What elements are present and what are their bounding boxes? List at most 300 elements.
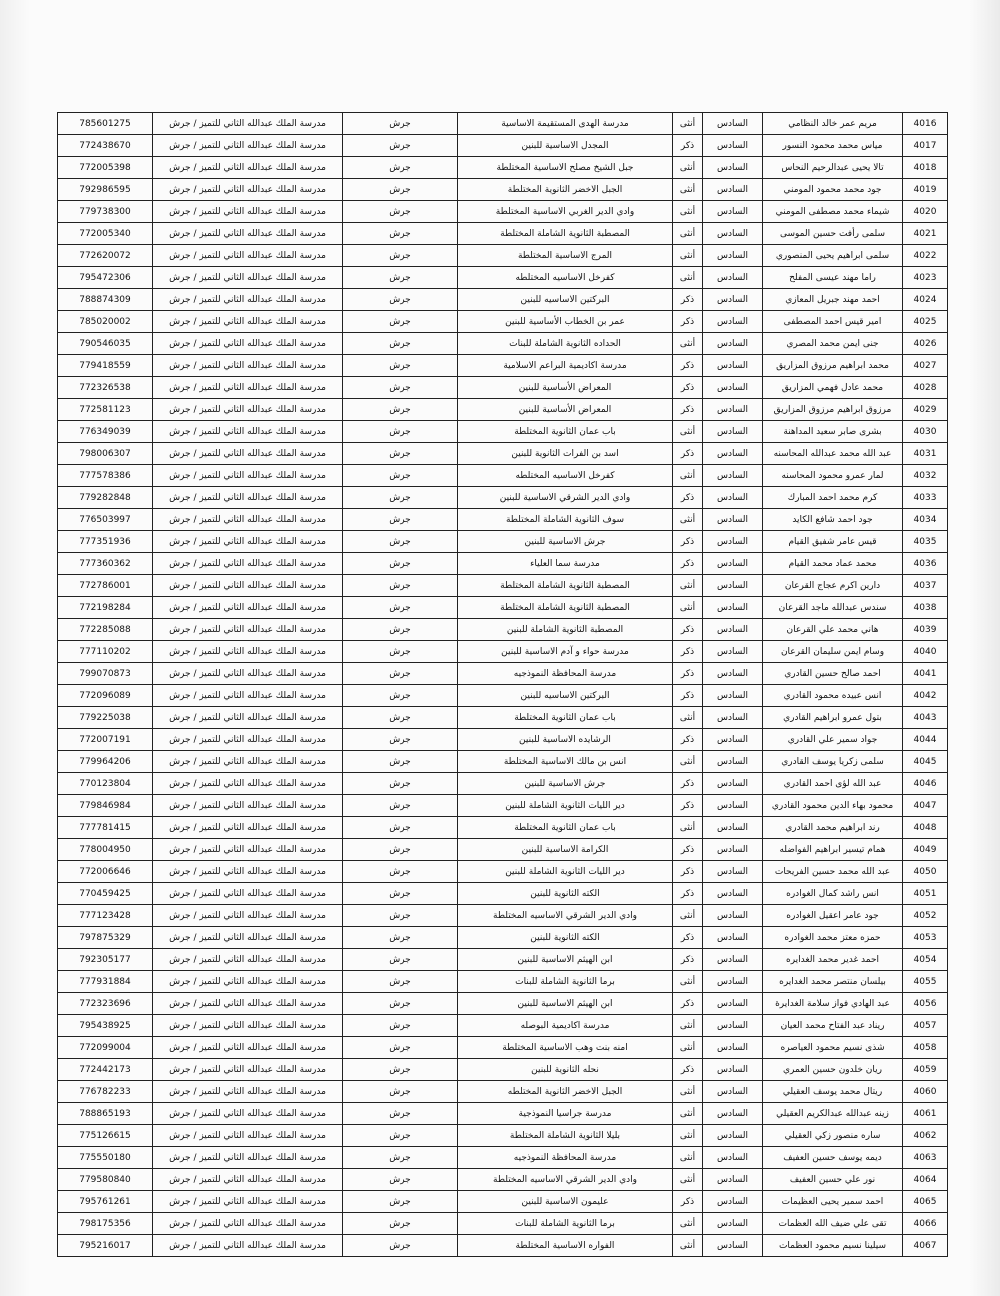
student-name-cell: محمد عادل فهمي المزاريق <box>763 377 903 399</box>
student-number-cell: 4026 <box>903 333 948 355</box>
grade-cell: السادس <box>703 685 763 707</box>
exam-center-cell: مدرسة الملك عبدالله الثاني للتميز / جرش <box>153 619 343 641</box>
exam-center-cell: مدرسة الملك عبدالله الثاني للتميز / جرش <box>153 817 343 839</box>
table-row <box>58 729 948 751</box>
exam-center-cell: مدرسة الملك عبدالله الثاني للتميز / جرش <box>153 1081 343 1103</box>
directorate-cell: جرش <box>343 245 458 267</box>
phone-cell: 772442173 <box>58 1059 153 1081</box>
grade-cell: السادس <box>703 267 763 289</box>
student-name-cell: زينه عبدالله عبدالكريم العقيلي <box>763 1103 903 1125</box>
gender-cell: أنثى <box>673 179 703 201</box>
grade-cell: السادس <box>703 399 763 421</box>
table-row <box>58 553 948 575</box>
student-number-cell: 4042 <box>903 685 948 707</box>
student-number-cell: 4022 <box>903 245 948 267</box>
exam-center-cell: مدرسة الملك عبدالله الثاني للتميز / جرش <box>153 1103 343 1125</box>
grade-cell: السادس <box>703 113 763 135</box>
exam-center-cell: مدرسة الملك عبدالله الثاني للتميز / جرش <box>153 509 343 531</box>
exam-center-cell: مدرسة الملك عبدالله الثاني للتميز / جرش <box>153 685 343 707</box>
table-row <box>58 1059 948 1081</box>
student-number-cell: 4048 <box>903 817 948 839</box>
grade-cell: السادس <box>703 971 763 993</box>
school-cell: المصطبة الثانوية الشاملة المختلطة <box>458 575 673 597</box>
student-name-cell: احمد صالح حسين القادري <box>763 663 903 685</box>
table-row <box>58 795 948 817</box>
exam-center-cell: مدرسة الملك عبدالله الثاني للتميز / جرش <box>153 1125 343 1147</box>
exam-center-cell: مدرسة الملك عبدالله الثاني للتميز / جرش <box>153 1169 343 1191</box>
student-number-cell: 4016 <box>903 113 948 135</box>
exam-center-cell: مدرسة الملك عبدالله الثاني للتميز / جرش <box>153 113 343 135</box>
gender-cell: ذكر <box>673 663 703 685</box>
school-cell: الفواره الاساسية المختلطة <box>458 1235 673 1257</box>
gender-cell: ذكر <box>673 289 703 311</box>
school-cell: بليلا الثانوية الشاملة المختلطة <box>458 1125 673 1147</box>
school-cell: امنه بنت وهب الاساسية المختلطة <box>458 1037 673 1059</box>
gender-cell: أنثى <box>673 201 703 223</box>
grade-cell: السادس <box>703 157 763 179</box>
phone-cell: 792986595 <box>58 179 153 201</box>
table-row <box>58 883 948 905</box>
student-name-cell: وسام ايمن سليمان القرعان <box>763 641 903 663</box>
grade-cell: السادس <box>703 663 763 685</box>
school-cell: المصطبة الثانوية الشاملة المختلطة <box>458 223 673 245</box>
student-name-cell: محمد ابراهيم مرزوق المزاريق <box>763 355 903 377</box>
directorate-cell: جرش <box>343 223 458 245</box>
student-name-cell: جواد سمير علي القادري <box>763 729 903 751</box>
table-row <box>58 927 948 949</box>
student-number-cell: 4031 <box>903 443 948 465</box>
school-cell: كفرخل الاساسيه المختلطه <box>458 465 673 487</box>
phone-cell: 799070873 <box>58 663 153 685</box>
student-name-cell: جود احمد شافع الكايد <box>763 509 903 531</box>
directorate-cell: جرش <box>343 1059 458 1081</box>
student-number-cell: 4046 <box>903 773 948 795</box>
table-row <box>58 839 948 861</box>
directorate-cell: جرش <box>343 1037 458 1059</box>
table-row <box>58 971 948 993</box>
table-row <box>58 619 948 641</box>
directorate-cell: جرش <box>343 487 458 509</box>
school-cell: مدرسة اكاديمية البوصله <box>458 1015 673 1037</box>
grade-cell: السادس <box>703 1191 763 1213</box>
table-row <box>58 355 948 377</box>
directorate-cell: جرش <box>343 421 458 443</box>
school-cell: مدرسة سما العلياء <box>458 553 673 575</box>
student-number-cell: 4051 <box>903 883 948 905</box>
exam-center-cell: مدرسة الملك عبدالله الثاني للتميز / جرش <box>153 245 343 267</box>
student-name-cell: همام تيسير ابراهيم الفواضله <box>763 839 903 861</box>
exam-center-cell: مدرسة الملك عبدالله الثاني للتميز / جرش <box>153 311 343 333</box>
student-number-cell: 4055 <box>903 971 948 993</box>
exam-center-cell: مدرسة الملك عبدالله الثاني للتميز / جرش <box>153 905 343 927</box>
exam-center-cell: مدرسة الملك عبدالله الثاني للتميز / جرش <box>153 355 343 377</box>
gender-cell: ذكر <box>673 1191 703 1213</box>
directorate-cell: جرش <box>343 773 458 795</box>
table-row <box>58 1103 948 1125</box>
directorate-cell: جرش <box>343 751 458 773</box>
gender-cell: ذكر <box>673 993 703 1015</box>
grade-cell: السادس <box>703 795 763 817</box>
school-cell: برما الثانوية الشاملة للبنات <box>458 971 673 993</box>
school-cell: برما الثانوية الشاملة للبنات <box>458 1213 673 1235</box>
school-cell: مدرسة المحافظة النموذجيه <box>458 1147 673 1169</box>
student-number-cell: 4043 <box>903 707 948 729</box>
grade-cell: السادس <box>703 905 763 927</box>
exam-center-cell: مدرسة الملك عبدالله الثاني للتميز / جرش <box>153 135 343 157</box>
table-row <box>58 267 948 289</box>
table-row <box>58 531 948 553</box>
gender-cell: أنثى <box>673 421 703 443</box>
table-row <box>58 135 948 157</box>
exam-center-cell: مدرسة الملك عبدالله الثاني للتميز / جرش <box>153 443 343 465</box>
table-row <box>58 157 948 179</box>
gender-cell: أنثى <box>673 751 703 773</box>
gender-cell: أنثى <box>673 575 703 597</box>
grade-cell: السادس <box>703 487 763 509</box>
table-row <box>58 113 948 135</box>
exam-center-cell: مدرسة الملك عبدالله الثاني للتميز / جرش <box>153 553 343 575</box>
table-row <box>58 949 948 971</box>
school-cell: اسد بن الفرات الثانوية للبنين <box>458 443 673 465</box>
directorate-cell: جرش <box>343 1081 458 1103</box>
student-name-cell: عبد الله محمد عبدالله المحاسنه <box>763 443 903 465</box>
school-cell: الجبل الاخضر الثانوية المختلطة <box>458 179 673 201</box>
student-name-cell: حمزه معتز محمد الغوادره <box>763 927 903 949</box>
table-row <box>58 685 948 707</box>
phone-cell: 779846984 <box>58 795 153 817</box>
table-row <box>58 421 948 443</box>
grade-cell: السادس <box>703 1125 763 1147</box>
grade-cell: السادس <box>703 443 763 465</box>
phone-cell: 777351936 <box>58 531 153 553</box>
student-number-cell: 4060 <box>903 1081 948 1103</box>
exam-center-cell: مدرسة الملك عبدالله الثاني للتميز / جرش <box>153 157 343 179</box>
exam-center-cell: مدرسة الملك عبدالله الثاني للتميز / جرش <box>153 949 343 971</box>
phone-cell: 785601275 <box>58 113 153 135</box>
school-cell: جبل الشيخ مصلح الاساسية المختلطة <box>458 157 673 179</box>
school-cell: سوف الثانوية الشاملة المختلطة <box>458 509 673 531</box>
grade-cell: السادس <box>703 1059 763 1081</box>
school-cell: الحداده الثانوية الشاملة للبنات <box>458 333 673 355</box>
gender-cell: ذكر <box>673 949 703 971</box>
gender-cell: ذكر <box>673 1059 703 1081</box>
directorate-cell: جرش <box>343 883 458 905</box>
exam-center-cell: مدرسة الملك عبدالله الثاني للتميز / جرش <box>153 531 343 553</box>
table-row <box>58 465 948 487</box>
grade-cell: السادس <box>703 993 763 1015</box>
grade-cell: السادس <box>703 817 763 839</box>
gender-cell: أنثى <box>673 597 703 619</box>
directorate-cell: جرش <box>343 597 458 619</box>
student-name-cell: ريتال محمد يوسف العقيلي <box>763 1081 903 1103</box>
student-number-cell: 4023 <box>903 267 948 289</box>
school-cell: البركتين الاساسيه للبنين <box>458 685 673 707</box>
school-cell: مدرسة اكاديمية البراعم الاسلامية <box>458 355 673 377</box>
exam-center-cell: مدرسة الملك عبدالله الثاني للتميز / جرش <box>153 883 343 905</box>
directorate-cell: جرش <box>343 531 458 553</box>
phone-cell: 779418559 <box>58 355 153 377</box>
phone-cell: 779738300 <box>58 201 153 223</box>
grade-cell: السادس <box>703 949 763 971</box>
phone-cell: 795761261 <box>58 1191 153 1213</box>
phone-cell: 797875329 <box>58 927 153 949</box>
roster-body <box>58 113 948 1257</box>
student-name-cell: بتول عمرو ابراهيم القادري <box>763 707 903 729</box>
student-name-cell: قيس عامر شفيق القيام <box>763 531 903 553</box>
gender-cell: ذكر <box>673 399 703 421</box>
student-number-cell: 4017 <box>903 135 948 157</box>
school-cell: دير الليات الثانوية الشاملة للبنين <box>458 861 673 883</box>
gender-cell: أنثى <box>673 1147 703 1169</box>
directorate-cell: جرش <box>343 443 458 465</box>
grade-cell: السادس <box>703 509 763 531</box>
exam-center-cell: مدرسة الملك عبدالله الثاني للتميز / جرش <box>153 993 343 1015</box>
grade-cell: السادس <box>703 355 763 377</box>
school-cell: مدرسة المحافظة النموذجيه <box>458 663 673 685</box>
phone-cell: 776503997 <box>58 509 153 531</box>
phone-cell: 770123804 <box>58 773 153 795</box>
student-name-cell: دارين اكرم عجاج القرعان <box>763 575 903 597</box>
directorate-cell: جرش <box>343 311 458 333</box>
student-number-cell: 4035 <box>903 531 948 553</box>
grade-cell: السادس <box>703 773 763 795</box>
directorate-cell: جرش <box>343 377 458 399</box>
grade-cell: السادس <box>703 333 763 355</box>
school-cell: باب عمان الثانوية المختلطة <box>458 707 673 729</box>
school-cell: وادي الدير الشرقي الاساسيه المختلطة <box>458 1169 673 1191</box>
student-number-cell: 4030 <box>903 421 948 443</box>
school-cell: انس بن مالك الاساسية المختلطة <box>458 751 673 773</box>
table-row <box>58 377 948 399</box>
table-row <box>58 1081 948 1103</box>
directorate-cell: جرش <box>343 795 458 817</box>
phone-cell: 777931884 <box>58 971 153 993</box>
school-cell: المجدل الاساسية للبنين <box>458 135 673 157</box>
school-cell: عمر بن الخطاب الأساسية للبنين <box>458 311 673 333</box>
school-cell: وادي الدير الشرقي الاساسيه المختلطة <box>458 905 673 927</box>
student-name-cell: سلمى زكريا يوسف القادري <box>763 751 903 773</box>
exam-center-cell: مدرسة الملك عبدالله الثاني للتميز / جرش <box>153 399 343 421</box>
grade-cell: السادس <box>703 421 763 443</box>
student-number-cell: 4052 <box>903 905 948 927</box>
phone-cell: 792305177 <box>58 949 153 971</box>
exam-center-cell: مدرسة الملك عبدالله الثاني للتميز / جرش <box>153 465 343 487</box>
gender-cell: أنثى <box>673 509 703 531</box>
student-number-cell: 4032 <box>903 465 948 487</box>
directorate-cell: جرش <box>343 553 458 575</box>
table-row <box>58 773 948 795</box>
student-name-cell: امير قيس احمد المصطفى <box>763 311 903 333</box>
student-number-cell: 4018 <box>903 157 948 179</box>
student-name-cell: جود محمد محمود المومني <box>763 179 903 201</box>
phone-cell: 772005340 <box>58 223 153 245</box>
student-name-cell: سندس عبدالله ماجد القرعان <box>763 597 903 619</box>
student-number-cell: 4039 <box>903 619 948 641</box>
exam-center-cell: مدرسة الملك عبدالله الثاني للتميز / جرش <box>153 861 343 883</box>
directorate-cell: جرش <box>343 685 458 707</box>
school-cell: باب عمان الثانوية المختلطة <box>458 817 673 839</box>
directorate-cell: جرش <box>343 1147 458 1169</box>
table-row <box>58 201 948 223</box>
gender-cell: أنثى <box>673 817 703 839</box>
grade-cell: السادس <box>703 707 763 729</box>
exam-center-cell: مدرسة الملك عبدالله الثاني للتميز / جرش <box>153 421 343 443</box>
phone-cell: 777578386 <box>58 465 153 487</box>
phone-cell: 772581123 <box>58 399 153 421</box>
directorate-cell: جرش <box>343 355 458 377</box>
student-number-cell: 4054 <box>903 949 948 971</box>
directorate-cell: جرش <box>343 333 458 355</box>
student-number-cell: 4024 <box>903 289 948 311</box>
student-number-cell: 4020 <box>903 201 948 223</box>
directorate-cell: جرش <box>343 729 458 751</box>
grade-cell: السادس <box>703 135 763 157</box>
phone-cell: 779225038 <box>58 707 153 729</box>
phone-cell: 788865193 <box>58 1103 153 1125</box>
grade-cell: السادس <box>703 861 763 883</box>
gender-cell: أنثى <box>673 223 703 245</box>
table-row <box>58 487 948 509</box>
student-name-cell: لمار عمرو محمود المحاسنه <box>763 465 903 487</box>
directorate-cell: جرش <box>343 971 458 993</box>
table-row <box>58 1037 948 1059</box>
phone-cell: 776782233 <box>58 1081 153 1103</box>
directorate-cell: جرش <box>343 179 458 201</box>
student-name-cell: مياس محمد محمود النسور <box>763 135 903 157</box>
student-name-cell: راما مهند عيسى المفلح <box>763 267 903 289</box>
student-number-cell: 4025 <box>903 311 948 333</box>
school-cell: الرشايده الاساسية للبنين <box>458 729 673 751</box>
student-number-cell: 4067 <box>903 1235 948 1257</box>
student-number-cell: 4064 <box>903 1169 948 1191</box>
phone-cell: 772438670 <box>58 135 153 157</box>
gender-cell: ذكر <box>673 487 703 509</box>
table-row <box>58 575 948 597</box>
student-name-cell: ريان خلدون حسين العمري <box>763 1059 903 1081</box>
school-cell: المعراض الأساسية للبنين <box>458 377 673 399</box>
grade-cell: السادس <box>703 751 763 773</box>
grade-cell: السادس <box>703 1037 763 1059</box>
table-row <box>58 663 948 685</box>
student-number-cell: 4019 <box>903 179 948 201</box>
exam-center-cell: مدرسة الملك عبدالله الثاني للتميز / جرش <box>153 1059 343 1081</box>
table-row <box>58 597 948 619</box>
school-cell: باب عمان الثانوية المختلطة <box>458 421 673 443</box>
student-number-cell: 4057 <box>903 1015 948 1037</box>
table-row <box>58 223 948 245</box>
directorate-cell: جرش <box>343 135 458 157</box>
student-number-cell: 4021 <box>903 223 948 245</box>
phone-cell: 772285088 <box>58 619 153 641</box>
gender-cell: ذكر <box>673 685 703 707</box>
gender-cell: ذكر <box>673 553 703 575</box>
grade-cell: السادس <box>703 927 763 949</box>
phone-cell: 779282848 <box>58 487 153 509</box>
exam-center-cell: مدرسة الملك عبدالله الثاني للتميز / جرش <box>153 663 343 685</box>
student-name-cell: بيلسان منتصر محمد الغدايره <box>763 971 903 993</box>
directorate-cell: جرش <box>343 113 458 135</box>
student-name-cell: احمد سمير يحيى العظيمات <box>763 1191 903 1213</box>
grade-cell: السادس <box>703 1081 763 1103</box>
exam-center-cell: مدرسة الملك عبدالله الثاني للتميز / جرش <box>153 971 343 993</box>
grade-cell: السادس <box>703 575 763 597</box>
student-number-cell: 4041 <box>903 663 948 685</box>
directorate-cell: جرش <box>343 201 458 223</box>
phone-cell: 772786001 <box>58 575 153 597</box>
student-name-cell: تالا يحيى عبدالرحيم النحاس <box>763 157 903 179</box>
phone-cell: 795216017 <box>58 1235 153 1257</box>
student-name-cell: محمد عماد محمد القيام <box>763 553 903 575</box>
student-name-cell: ديمه يوسف حسين العفيف <box>763 1147 903 1169</box>
gender-cell: ذكر <box>673 531 703 553</box>
phone-cell: 795472306 <box>58 267 153 289</box>
student-number-cell: 4053 <box>903 927 948 949</box>
school-cell: دير الليات الثانوية الشاملة للبنين <box>458 795 673 817</box>
phone-cell: 779964206 <box>58 751 153 773</box>
student-number-cell: 4059 <box>903 1059 948 1081</box>
table-row <box>58 1235 948 1257</box>
table-row <box>58 993 948 1015</box>
student-name-cell: عبد الله محمد حسين الفريحات <box>763 861 903 883</box>
gender-cell: أنثى <box>673 113 703 135</box>
grade-cell: السادس <box>703 619 763 641</box>
student-number-cell: 4034 <box>903 509 948 531</box>
student-name-cell: بشرى صابر سعيد المداهنة <box>763 421 903 443</box>
grade-cell: السادس <box>703 729 763 751</box>
directorate-cell: جرش <box>343 707 458 729</box>
student-name-cell: سلمى ابراهيم يحيى المنصوري <box>763 245 903 267</box>
phone-cell: 798006307 <box>58 443 153 465</box>
student-number-cell: 4066 <box>903 1213 948 1235</box>
student-name-cell: انس راشد كمال الغوادره <box>763 883 903 905</box>
directorate-cell: جرش <box>343 1213 458 1235</box>
table-row <box>58 1191 948 1213</box>
gender-cell: ذكر <box>673 839 703 861</box>
phone-cell: 795438925 <box>58 1015 153 1037</box>
exam-center-cell: مدرسة الملك عبدالله الثاني للتميز / جرش <box>153 1015 343 1037</box>
phone-cell: 772323696 <box>58 993 153 1015</box>
grade-cell: السادس <box>703 1147 763 1169</box>
exam-center-cell: مدرسة الملك عبدالله الثاني للتميز / جرش <box>153 773 343 795</box>
exam-center-cell: مدرسة الملك عبدالله الثاني للتميز / جرش <box>153 1235 343 1257</box>
table-row <box>58 861 948 883</box>
school-cell: نحله الثانوية للبنين <box>458 1059 673 1081</box>
directorate-cell: جرش <box>343 509 458 531</box>
student-number-cell: 4029 <box>903 399 948 421</box>
directorate-cell: جرش <box>343 289 458 311</box>
student-number-cell: 4058 <box>903 1037 948 1059</box>
school-cell: عليمون الاساسية للبنين <box>458 1191 673 1213</box>
gender-cell: أنثى <box>673 1213 703 1235</box>
directorate-cell: جرش <box>343 399 458 421</box>
grade-cell: السادس <box>703 597 763 619</box>
exam-center-cell: مدرسة الملك عبدالله الثاني للتميز / جرش <box>153 333 343 355</box>
phone-cell: 776349039 <box>58 421 153 443</box>
gender-cell: ذكر <box>673 619 703 641</box>
directorate-cell: جرش <box>343 575 458 597</box>
grade-cell: السادس <box>703 179 763 201</box>
directorate-cell: جرش <box>343 157 458 179</box>
phone-cell: 772096089 <box>58 685 153 707</box>
exam-center-cell: مدرسة الملك عبدالله الثاني للتميز / جرش <box>153 223 343 245</box>
phone-cell: 772099004 <box>58 1037 153 1059</box>
phone-cell: 788874309 <box>58 289 153 311</box>
student-name-cell: كرم محمد احمد المبارك <box>763 487 903 509</box>
student-name-cell: سيلينا نسيم محمود العظمات <box>763 1235 903 1257</box>
school-cell: الجبل الاخضر الثانوية المختلطه <box>458 1081 673 1103</box>
gender-cell: ذكر <box>673 729 703 751</box>
gender-cell: ذكر <box>673 443 703 465</box>
